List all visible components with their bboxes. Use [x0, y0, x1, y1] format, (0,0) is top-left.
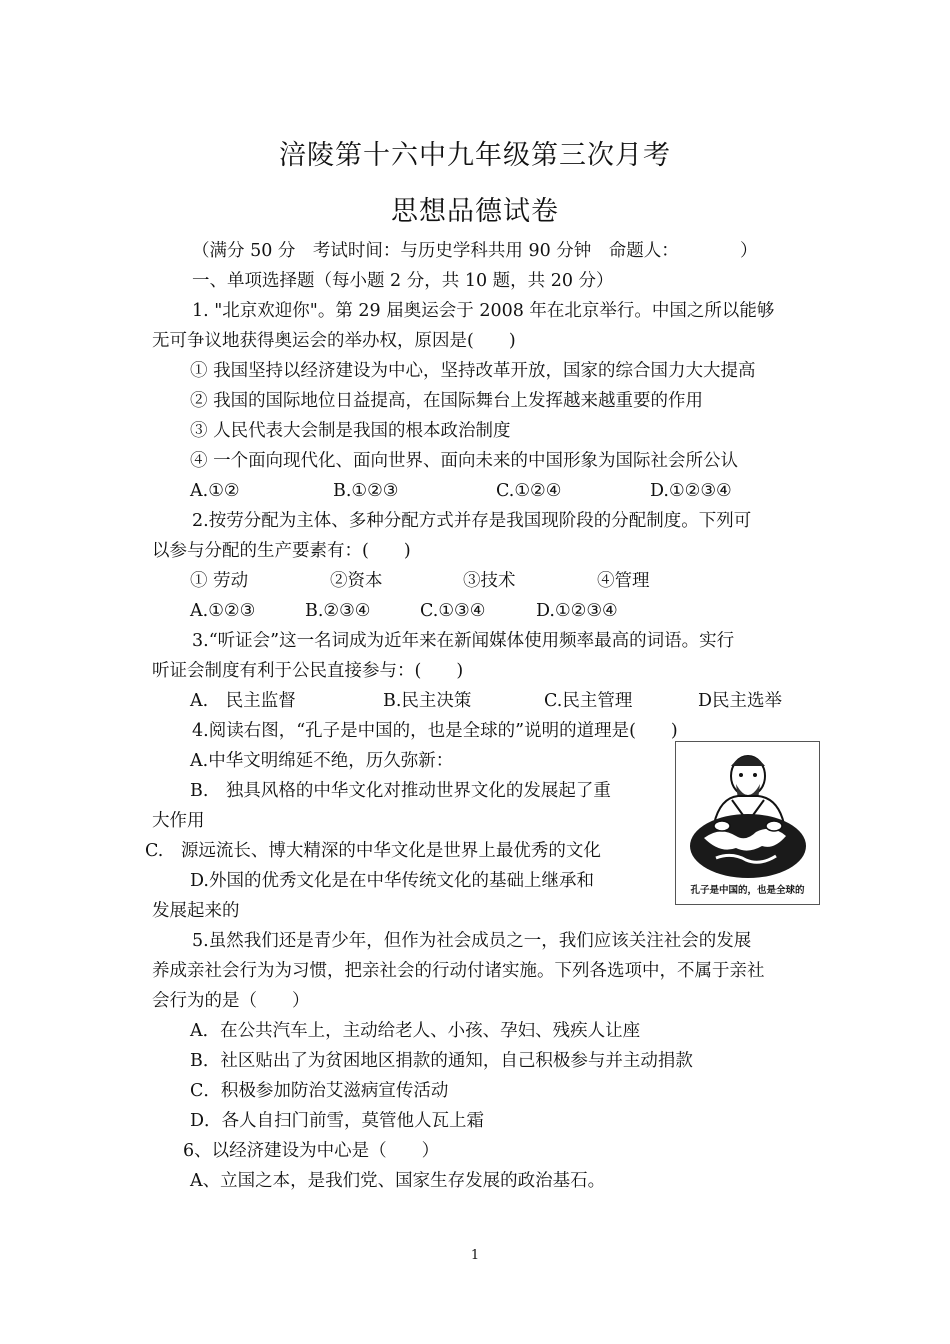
q1-statement-3: ③ 人民代表大会制是我国的根本政治制度: [190, 421, 511, 441]
q2-factor-1: ① 劳动: [190, 571, 249, 591]
q3-option-b: B.民主决策: [383, 691, 472, 711]
q4-option-b-line1: B. 独具风格的中华文化对推动世界文化的发展起了重: [190, 781, 611, 801]
q6-stem: 6、以经济建设为中心是（ ）: [183, 1141, 440, 1161]
q1-option-c: C.①②④: [496, 481, 562, 501]
q2-option-c: C.①③④: [420, 601, 486, 621]
q4-option-d-line1: D.外国的优秀文化是在中华传统文化的基础上继承和: [190, 871, 594, 891]
q1-stem-line2: 无可争议地获得奥运会的举办权，原因是( ): [152, 331, 516, 351]
exam-info: （满分 50 分 考试时间：与历史学科共用 90 分钟 命题人： ）: [192, 241, 758, 261]
q2-factor-4: ④管理: [597, 571, 650, 591]
q3-stem-line1: 3.“听证会”这一名词成为近年来在新闻媒体使用频率最高的词语。实行: [192, 631, 735, 651]
q5-option-b: B．社区贴出了为贫困地区捐款的通知，自己积极参与并主动捐款: [190, 1051, 693, 1071]
q4-option-a: A.中华文明绵延不绝，历久弥新：: [190, 751, 454, 771]
q1-option-a: A.①②: [190, 481, 240, 501]
q1-option-d: D.①②③④: [650, 481, 732, 501]
q2-stem-line1: 2.按劳分配为主体、多种分配方式并存是我国现阶段的分配制度。下列可: [192, 511, 752, 531]
q2-factor-3: ③技术: [463, 571, 516, 591]
section-heading: 一、单项选择题（每小题 2 分，共 10 题，共 20 分）: [192, 271, 614, 291]
q2-stem-line2: 以参与分配的生产要素有：( ): [152, 541, 411, 561]
q6-option-a: A、立国之本，是我们党、国家生存发展的政治基石。: [190, 1171, 606, 1191]
q1-statement-2: ② 我国的国际地位日益提高，在国际舞台上发挥越来越重要的作用: [190, 391, 704, 411]
q5-option-d: D．各人自扫门前雪，莫管他人瓦上霜: [190, 1111, 485, 1131]
q4-option-b-line2: 大作用: [152, 811, 205, 831]
q3-stem-line2: 听证会制度有利于公民直接参与：( ): [152, 661, 464, 681]
q3-option-c: C.民主管理: [544, 691, 633, 711]
q2-option-b: B.②③④: [305, 601, 371, 621]
q3-option-d: D民主选举: [698, 691, 783, 711]
q4-option-d-line2: 发展起来的: [152, 901, 240, 921]
q5-stem-line3: 会行为的是（ ）: [152, 991, 310, 1011]
q5-stem-line1: 5.虽然我们还是青少年，但作为社会成员之一，我们应该关注社会的发展: [192, 931, 752, 951]
q1-stem-line1: 1. "北京欢迎你"。第 29 届奥运会于 2008 年在北京举行。中国之所以能够: [192, 301, 775, 321]
q2-factor-2: ②资本: [330, 571, 383, 591]
confucius-globe-illustration: [676, 742, 819, 882]
q3-option-a: A. 民主监督: [190, 691, 296, 711]
q4-stem: 4.阅读右图，“孔子是中国的，也是全球的”说明的道理是( ): [192, 721, 678, 741]
q5-option-c: C．积极参加防治艾滋病宣传活动: [190, 1081, 449, 1101]
q1-statement-4: ④ 一个面向现代化、面向世界、面向未来的中国形象为国际社会所公认: [190, 451, 739, 471]
q5-option-a: A．在公共汽车上，主动给老人、小孩、孕妇、残疾人让座: [190, 1021, 641, 1041]
q4-option-c: C. 源远流长、博大精深的中华文化是世界上最优秀的文化: [145, 841, 601, 861]
page-number: 1: [470, 1248, 480, 1263]
figure-caption: 孔子是中国的，也是全球的: [690, 885, 805, 896]
q1-statement-1: ① 我国坚持以经济建设为中心，坚持改革开放，国家的综合国力大大提高: [190, 361, 756, 381]
exam-title: 涪陵第十六中九年级第三次月考: [279, 140, 671, 171]
exam-subtitle: 思想品德试卷: [391, 196, 559, 227]
confucius-figure: [675, 741, 820, 905]
q5-stem-line2: 养成亲社会行为为习惯，把亲社会的行动付诸实施。下列各选项中，不属于亲社: [152, 961, 765, 981]
q2-option-a: A.①②③: [190, 601, 256, 621]
q2-option-d: D.①②③④: [536, 601, 618, 621]
q1-option-b: B.①②③: [333, 481, 399, 501]
